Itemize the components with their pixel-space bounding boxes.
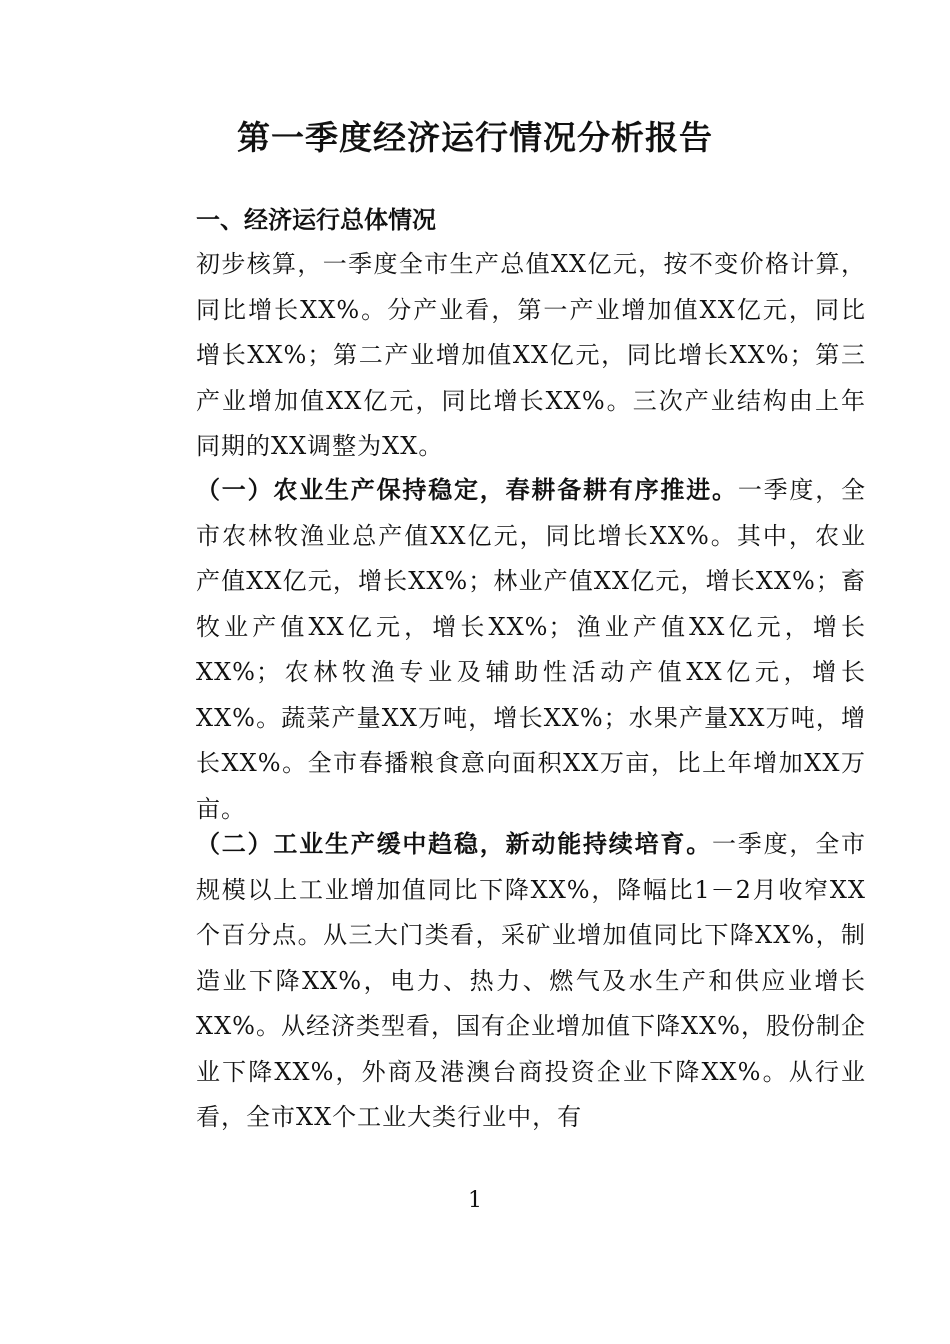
paragraph-text: 初步核算，一季度全市生产总值XX亿元，按不变价格计算，同比增长XX%。分产业看，第一产业增加值XX亿元，同比增长XX%；第二产业增加值XX亿元，同比增长XX%；第三产业增加值XX亿元，同比增长XX%。三次产业结构由上年同期的XX调整为XX。	[196, 250, 866, 460]
paragraph-lead: （一）农业生产保持稳定，春耕备耕有序推进。	[196, 476, 738, 504]
paragraph-agriculture	[146, 468, 866, 832]
paragraph-industry	[146, 822, 866, 1141]
paragraph-lead: （二）工业生产缓中趋稳，新动能持续培育。	[196, 830, 712, 858]
page-number: 1	[468, 1188, 482, 1213]
paragraph-text: 一季度，全市规模以上工业增加值同比下降XX%，降幅比1－2月收窄XX个百分点。从三大门类看，采矿业增加值同比下降XX%，制造业下降XX%，电力、热力、燃气及水生产和供应业增长XX%。从经济类型看，国有企业增加值下降XX%，股份制企业下降XX%，外商及港澳台商投资企业下降XX%。从行业看，全市XX个工业大类行业中，有	[196, 830, 866, 1131]
paragraph-overview	[146, 242, 866, 470]
paragraph-text: 一季度，全市农林牧渔业总产值XX亿元，同比增长XX%。其中，农业产值XX亿元，增长XX%；林业产值XX亿元，增长XX%；畜牧业产值XX亿元，增长XX%；渔业产值XX亿元，增长XX%；农林牧渔专业及辅助性活动产值XX亿元，增长XX%。蔬菜产量XX万吨，增长XX%；水果产量XX万吨，增长XX%。全市春播粮食意向面积XX万亩，比上年增加XX万亩。	[196, 476, 867, 823]
document-title: 第一季度经济运行情况分析报告	[237, 118, 713, 157]
section-heading: 一、经济运行总体情况	[196, 206, 436, 234]
